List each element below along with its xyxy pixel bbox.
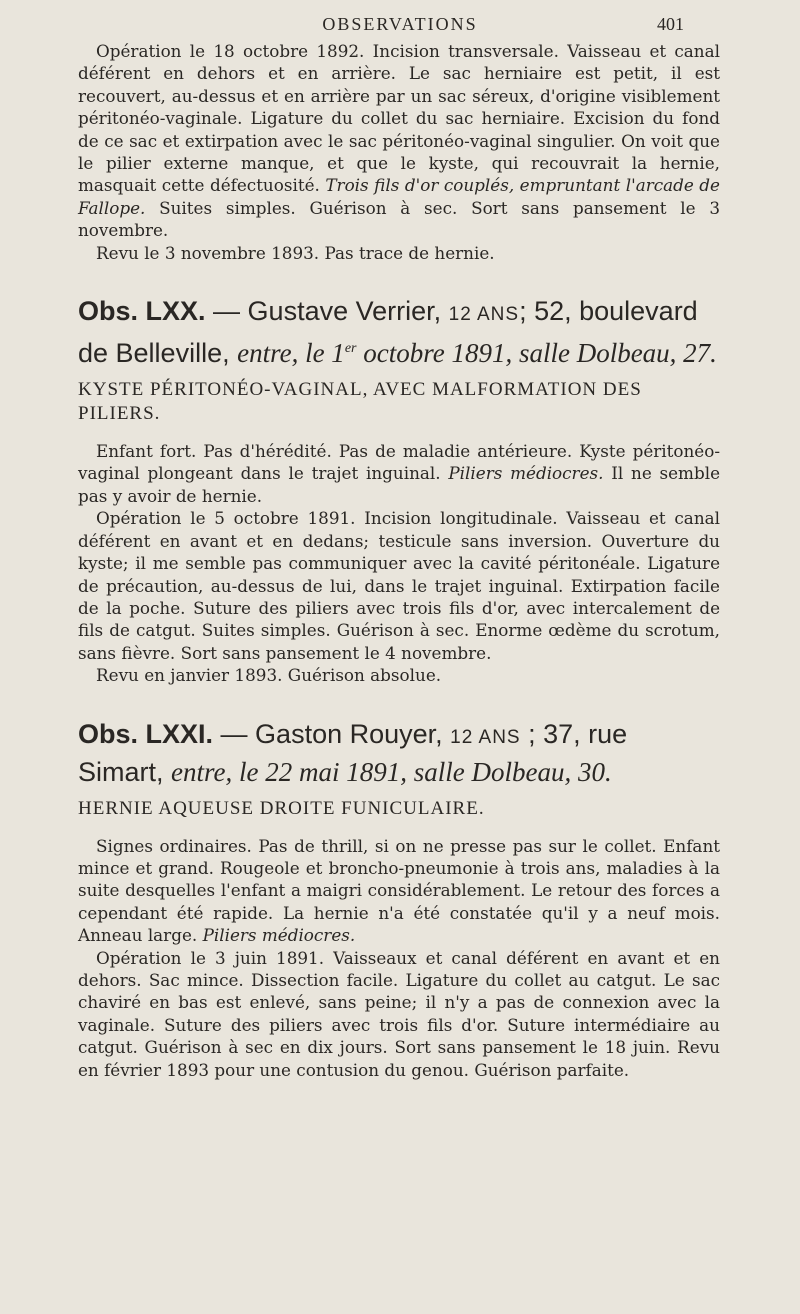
obs-71-p1-text: Signes ordinaires. Pas de thrill, si on ne presse pas sur le collet. Enfant mince et grand. Rougeole et broncho-pneumonie à trois ans, maladies à la suite desquelles l'enfant a maigri considérablement. Le retour des forces a cependant été rapide. La hernie n'a été constatée qu'il y a neuf mois. Anneau large.	[78, 835, 720, 946]
obs-70-entry-text: entre, le 1	[237, 338, 345, 369]
intro-followup: Revu le 3 novembre 1893. Pas trace de hernie.	[96, 242, 495, 263]
obs-71-paragraph-2: Opération le 3 juin 1891. Vaisseaux et canal déférent en avant et en dehors. Sac mince. Dissection facile. Ligature du collet au catgut. Le sac chaviré en bas est enlevé, sans peine; il n'y a pas de connexion avec la vaginale. Suture des piliers avec trois fils d'or. Suture intermédiaire au catgut. Guérison à sec en dix jours. Sort sans pansement le 18 juin. Revu en février 1893 pour une contusion du genou. Guérison parfaite.	[78, 947, 720, 1080]
obs-70-entry-end: octobre 1891, salle Dolbeau, 27.	[356, 338, 717, 369]
page-number: 401	[657, 14, 684, 34]
obs-70-label: Obs. LXX.	[78, 296, 206, 327]
obs-70-heading	[78, 294, 720, 370]
obs-70-address: ; 52, boulevard de Belleville,	[78, 296, 698, 369]
obs-71-age: 12 ANS	[450, 726, 521, 748]
intro-paragraph	[78, 40, 720, 242]
obs-70-entry	[237, 338, 717, 368]
obs-71-name: Gaston Rouyer,	[255, 718, 451, 749]
obs-71-entry: entre, le 22 mai 1891, salle Dolbeau, 30.	[171, 756, 612, 787]
obs-71-label: Obs. LXXI.	[78, 718, 214, 749]
running-header	[0, 10, 800, 40]
running-title: OBSERVATIONS	[322, 14, 478, 34]
obs-71-subtitle: HERNIE AQUEUSE DROITE FUNICULAIRE.	[78, 797, 485, 819]
obs-70-p1-end: Il ne semble pas y avoir de hernie.	[78, 463, 721, 506]
obs-71-paragraph-1	[78, 835, 720, 947]
obs-70-dash: —	[205, 296, 248, 327]
obs-70-age: 12 ANS	[448, 304, 520, 326]
page-body	[78, 40, 720, 1081]
obs-71-dash: —	[213, 718, 256, 749]
obs-70-entry-sup: er	[344, 341, 357, 357]
obs-70-paragraph-1	[78, 440, 720, 507]
obs-70-p1-italic: Piliers médiocres.	[448, 463, 604, 484]
obs-70-paragraph-3: Revu en janvier 1893. Guérison absolue.	[96, 665, 442, 686]
intro-italic: Trois fils d'or couplés, empruntant l'arcade de Fallope.	[78, 175, 720, 218]
obs-71-heading	[78, 717, 720, 789]
obs-71-p1-italic: Piliers médiocres.	[202, 925, 356, 946]
intro-text: Opération le 18 octobre 1892. Incision transversale. Vaisseau et canal déférent en dehors et en arrière. Le sac herniaire est petit, il est recouvert, au-dessus et en arrière par un sac séreux, d'origine visiblement péritonéo-vaginale. Ligature du collet du sac herniaire. Excision du fond de ce sac et extirpation avec le sac péritonéo-vaginal singulier. On voit que le pilier externe manque, et que le kyste, qui recouvrait la hernie, masquait cette défectuosité.	[78, 41, 720, 196]
obs-70-subtitle: KYSTE PÉRITONÉO-VAGINAL, AVEC MALFORMATION DES PILIERS.	[78, 379, 642, 425]
intro-text-end: Suites simples. Guérison à sec. Sort sans pansement le 3 novembre.	[78, 197, 720, 241]
obs-70-name: Gustave Verrier,	[247, 296, 449, 327]
obs-71-address: ; 37, rue Simart,	[78, 718, 628, 787]
obs-70-p1-text: Enfant fort. Pas d'hérédité. Pas de maladie antérieure. Kyste péritonéo-vaginal plongeant dans le trajet inguinal.	[78, 441, 720, 484]
obs-70-paragraph-2: Opération le 5 octobre 1891. Incision longitudinale. Vaisseau et canal déférent en avant et en dedans; testicule sans inversion. Ouverture du kyste; il me semble pas communiquer avec la cavité péritonéale. Ligature de précaution, au-dessus de lui, dans le trajet inguinal. Extirpation facile de la poche. Suture des piliers avec trois fils d'or, avec intercalement de fils de catgut. Suites simples. Guérison à sec. Enorme œdème du scrotum, sans fièvre. Sort sans pansement le 4 novembre.	[78, 508, 720, 663]
